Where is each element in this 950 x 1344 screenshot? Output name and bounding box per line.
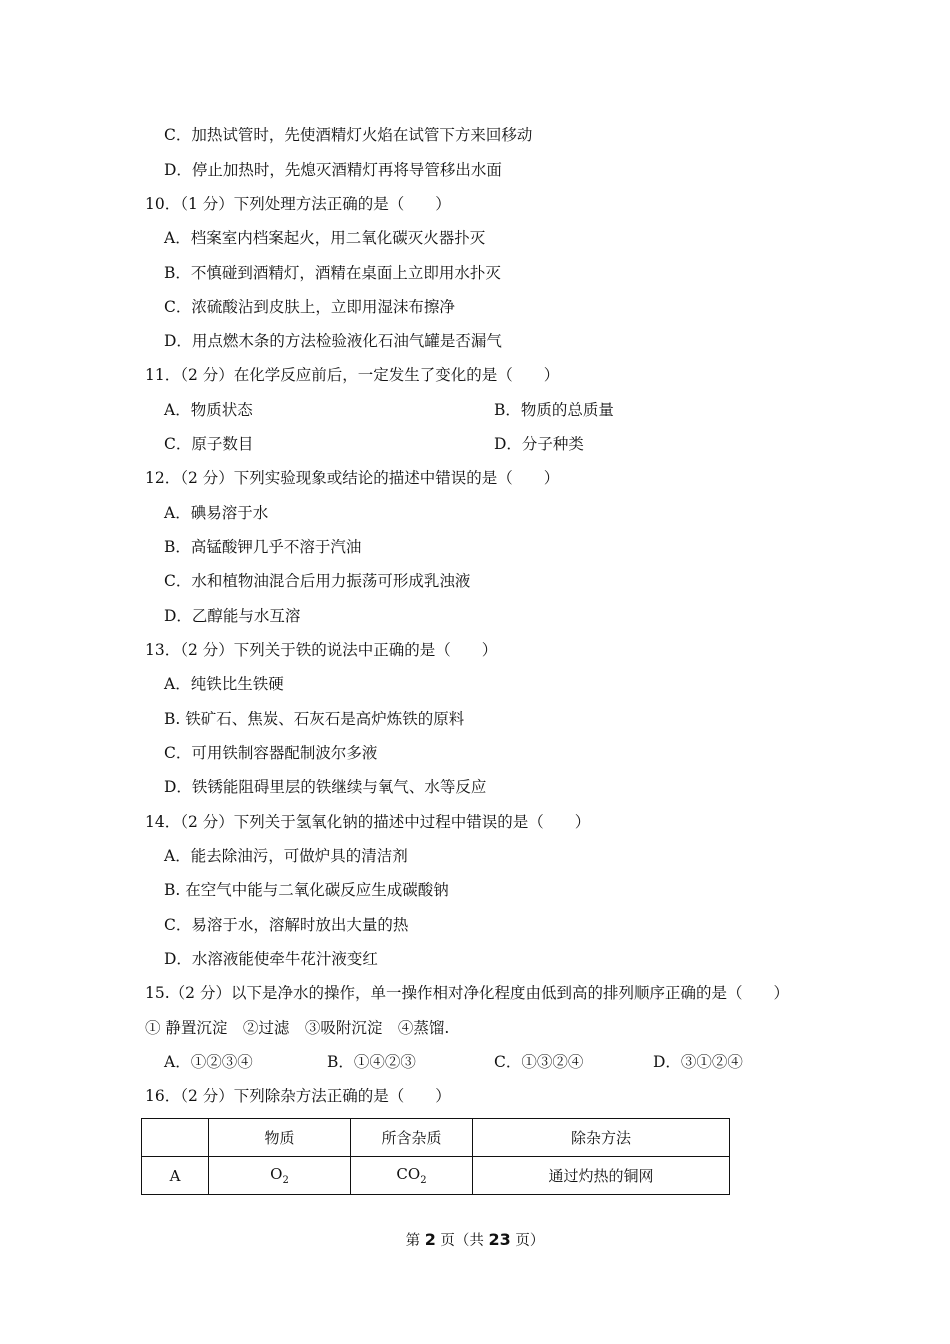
table-header-cell: 物质: [209, 1119, 351, 1157]
q10-option-d: D．用点燃木条的方法检验液化石油气罐是否漏气: [164, 332, 502, 350]
q14-option-b: B. 在空气中能与二氧化碳反应生成碳酸钠: [164, 881, 449, 899]
q11-option-d: D．分子种类: [494, 435, 584, 453]
q15-operations: ① 静置沉淀 ②过滤 ③吸附沉淀 ④蒸馏.: [145, 1019, 450, 1037]
q13-option-c: C．可用铁制容器配制波尔多液: [164, 744, 378, 762]
total-pages: 23: [488, 1230, 511, 1249]
q9-option-d: D．停止加热时，先熄灭酒精灯再将导管移出水面: [164, 161, 502, 179]
table-row: [142, 1157, 730, 1195]
q15-option-b: B．①④②③: [327, 1053, 416, 1071]
q11-option-b: B．物质的总质量: [494, 401, 614, 419]
q14-stem: 14．（2 分）下列关于氢氧化钠的描述中过程中错误的是（ ）: [145, 813, 591, 831]
q13-option-d: D．铁锈能阻碍里层的铁继续与氧气、水等反应: [164, 778, 487, 796]
row-label: A: [142, 1157, 209, 1195]
q10-option-b: B．不慎碰到酒精灯，酒精在桌面上立即用水扑灭: [164, 264, 501, 282]
q14-option-a: A．能去除油污，可做炉具的清洁剂: [164, 847, 408, 865]
q15-stem: 15.（2 分）以下是净水的操作，单一操作相对净化程度由低到高的排列顺序正确的是（ ）: [145, 984, 789, 1002]
q10-option-c: C．浓硫酸沾到皮肤上，立即用湿沫布擦净: [164, 298, 455, 316]
q13-option-a: A．纯铁比生铁硬: [164, 675, 284, 693]
page-footer: 第 2 页（共 23 页）: [405, 1230, 545, 1249]
q15-option-c: C．①③②④: [494, 1053, 584, 1071]
q14-option-d: D．水溶液能使牵牛花汁液变红: [164, 950, 378, 968]
q12-option-b: B．高锰酸钾几乎不溶于汽油: [164, 538, 362, 556]
q11-option-c: C．原子数目: [164, 435, 254, 453]
substance-cell: $O_2$: [209, 1157, 351, 1195]
q12-option-a: A．碘易溶于水: [164, 504, 269, 522]
q10-option-a: A．档案室内档案起火，用二氧化碳灭火器扑灭: [164, 229, 486, 247]
q16-table: [141, 1118, 730, 1195]
table-header-cell: 除杂方法: [473, 1119, 730, 1157]
page-number: 2: [424, 1230, 436, 1249]
q11-option-a: A．物质状态: [164, 401, 253, 419]
q11-stem: 11．（2 分）在化学反应前后，一定发生了变化的是（ ）: [145, 366, 560, 384]
q12-option-d: D．乙醇能与水互溶: [164, 607, 301, 625]
table-header-row: [142, 1119, 730, 1157]
q13-option-b: B. 铁矿石、焦炭、石灰石是高炉炼铁的原料: [164, 710, 465, 728]
q10-stem: 10．（1 分）下列处理方法正确的是（ ）: [145, 195, 451, 213]
q9-option-c: C．加热试管时，先使酒精灯火焰在试管下方来回移动: [164, 126, 533, 144]
q16-stem: 16．（2 分）下列除杂方法正确的是（ ）: [145, 1087, 451, 1105]
table-header-cell: [142, 1119, 209, 1157]
q12-stem: 12．（2 分）下列实验现象或结论的描述中错误的是（ ）: [145, 469, 560, 487]
method-cell: 通过灼热的铜网: [473, 1157, 730, 1195]
table-header-cell: 所含杂质: [351, 1119, 473, 1157]
q14-option-c: C．易溶于水，溶解时放出大量的热: [164, 916, 409, 934]
q15-option-d: D．③①②④: [653, 1053, 743, 1071]
q12-option-c: C．水和植物油混合后用力振荡可形成乳浊液: [164, 572, 471, 590]
impurity-cell: $CO_2$: [351, 1157, 473, 1195]
q15-option-a: A．①②③④: [164, 1053, 253, 1071]
q13-stem: 13．（2 分）下列关于铁的说法中正确的是（ ）: [145, 641, 498, 659]
